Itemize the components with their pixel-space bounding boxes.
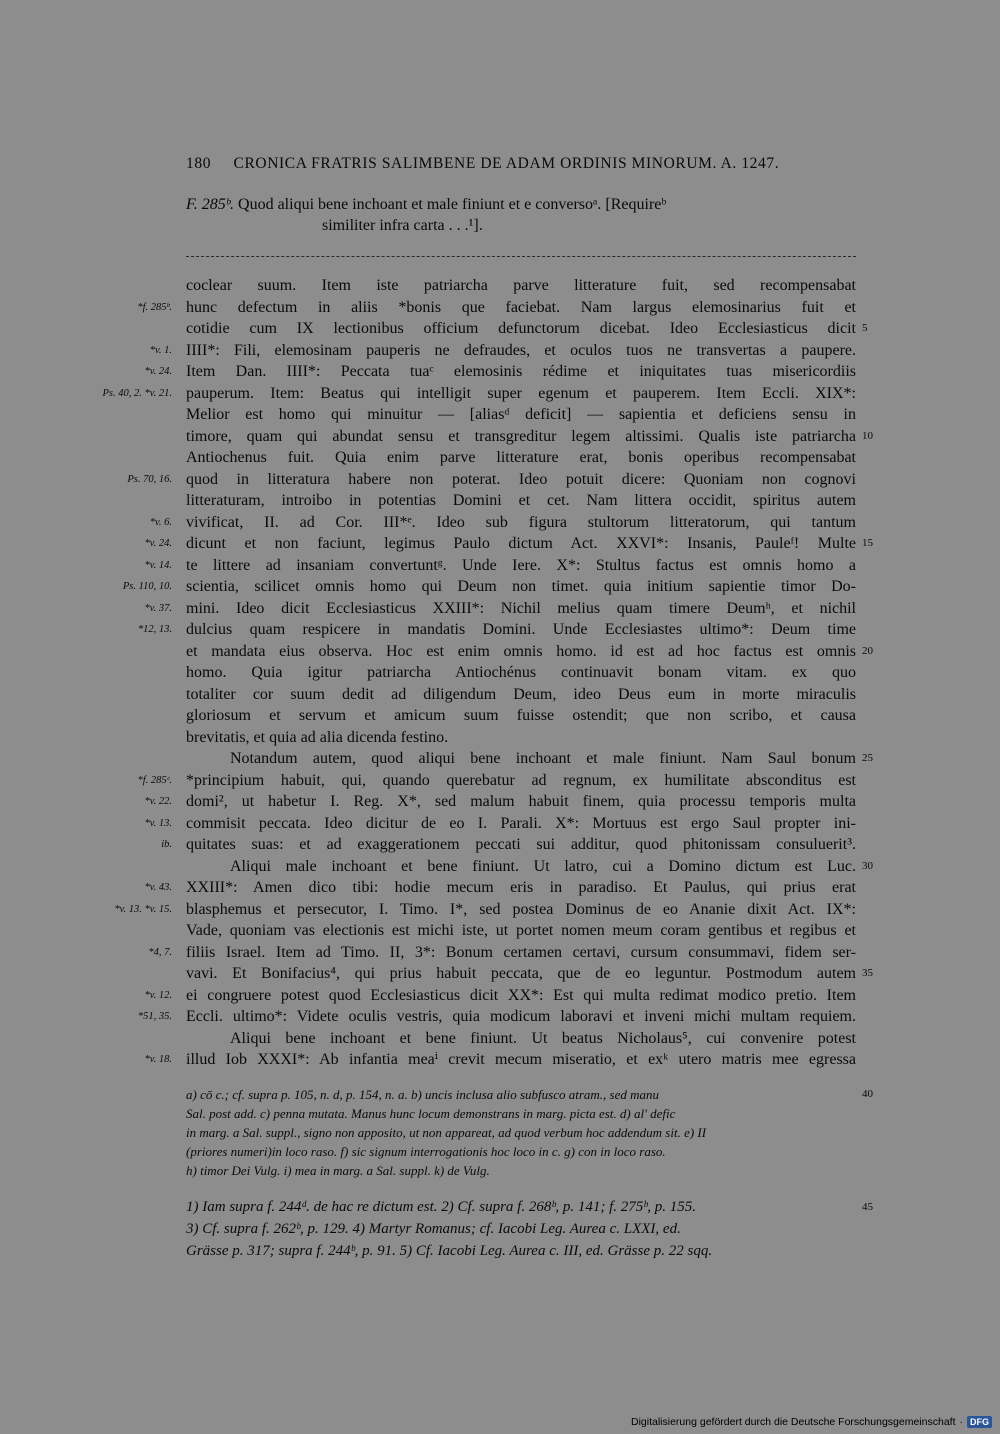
line-text: et mandata eius observa. Hoc est enim omnis homo. id est ad hoc factus est omnis: [186, 642, 856, 660]
marginal-reference: *v. 24.: [144, 538, 172, 549]
line-text: XXIII*: Amen dico tibi: hodie mecum eris in paradiso. Et Paulus, qui prius erat: [186, 879, 856, 896]
marginal-reference: *v. 12.: [144, 989, 172, 1001]
line-text: IIII*: Fili, elemosinam pauperis ne defraudes, et oculos tuos ne transvertas a paupere.: [186, 341, 856, 359]
body-line: [186, 490, 856, 512]
apparatus-line: [186, 1085, 873, 1104]
marginal-reference: *v. 37.: [144, 602, 172, 614]
line-number: 35: [862, 967, 873, 979]
body-line: [137, 619, 856, 641]
separator-rule: [186, 256, 856, 257]
marginal-reference: *v. 24.: [144, 366, 172, 377]
line-text: commisit peccata. Ideo dicitur de eo I. Parali. X*: Mortuus est ergo Saul propter ini-: [186, 814, 856, 832]
body-line: [186, 727, 856, 749]
line-number: 45: [862, 1201, 873, 1213]
body-line: [144, 598, 856, 620]
line-text: brevitatis, et quia ad alia dicenda festino.: [186, 728, 449, 746]
line-text: vivificat, II. ad Cor. III*ᵉ. Ideo sub figura stultorum litteratorum, qui tantum: [186, 513, 856, 531]
footnote-text: 1) Iam supra f. 244ᵈ. de hac re dictum est. 2) Cf. supra f. 268ᵇ, p. 141; f. 275ᵇ, p. 155.: [186, 1199, 697, 1215]
line-text: litteraturam, introibo in potentias Domini et cet. Nam littera occidit, spiritus autem: [186, 492, 856, 509]
body-line: [144, 985, 856, 1007]
line-text: domi², ut habetur I. Reg. X*, sed malum habuit finem, quia processu temporis multa: [186, 793, 856, 810]
marginal-reference: *v. 1.: [149, 344, 172, 356]
body-line: [144, 813, 856, 835]
body-line: [186, 920, 856, 942]
line-number: 15: [862, 537, 873, 549]
line-text: Melior est homo qui minuitur — [aliasᵈ deficit] — sapientia et deficiens sensu in: [186, 406, 856, 423]
footnote-line: [186, 1196, 873, 1218]
body-line: [186, 662, 856, 684]
line-text: Vade, quoniam vas electionis est michi iste, ut portet nomen meum coram gentibus et regibus et: [186, 922, 856, 939]
line-text: ei congruere potest quod Ecclesiasticus dicit XX*: Est qui multa redimat modico pretio. Item: [186, 986, 856, 1004]
body-line: [148, 942, 856, 964]
line-text: te littere ad insaniam convertuntᵍ. Unde Iere. X*: Stultus factus est omnis homo a: [186, 556, 856, 574]
folio-label: F. 285ᵇ.: [186, 196, 235, 213]
body-line: [137, 770, 856, 792]
body-line: [186, 856, 873, 878]
body-line: [186, 318, 868, 340]
line-text: dicunt et non faciunt, legimus Paulo dictum Act. XXVI*: Insanis, Pauleᶠ! Multe: [186, 535, 856, 552]
line-text: illud Iob XXXI*: Ab infantia meaⁱ crevit mecum miseratio, et exᵏ utero matris mee egressa: [186, 1051, 856, 1068]
line-number: 20: [862, 644, 873, 657]
footnote-line: [186, 1240, 856, 1262]
line-text: pauperum. Item: Beatus qui intelligit super egenum et pauperem. Item Eccli. XIX*:: [186, 384, 856, 402]
apparatus-line: [186, 1104, 856, 1123]
line-text: timore, quam qui abundat sensu et transgreditur legem altissimi. Qualis iste patriarcha: [186, 427, 856, 445]
marginal-reference: *v. 22.: [144, 796, 172, 807]
footnote-line: [186, 1218, 856, 1240]
body-line: [186, 684, 856, 706]
footnote-text: 3) Cf. supra f. 262ᵇ, p. 129. 4) Martyr Romanus; cf. Iacobi Leg. Aurea c. LXXI, ed.: [186, 1221, 681, 1237]
marginal-reference: *v. 43.: [144, 882, 172, 893]
body-line: [102, 383, 856, 405]
line-text: vavi. Et Bonifacius⁴, qui prius habuit peccata, que de eo leguntur. Postmodum autem: [186, 965, 856, 982]
line-number: 10: [862, 429, 873, 442]
marginal-reference: *51, 35.: [137, 1011, 172, 1022]
credit-text: Digitalisierung gefördert durch die Deutsche Forschungsgemeinschaft: [630, 1416, 956, 1428]
line-text: homo. Quia igitur patriarcha Antiochénus continuavit bonam vitam. ex quo: [186, 664, 856, 681]
body-line: [186, 447, 856, 469]
marginal-reference: Ps. 40, 2. *v. 21.: [102, 387, 172, 399]
line-text: hunc defectum in aliis *bonis que faciebat. Nam largus elemosinarius fuit et: [186, 298, 856, 316]
section-heading: [186, 194, 856, 236]
running-title: CRONICA FRATRIS SALIMBENE DE ADAM ORDINIS MINORUM. A. 1247.: [233, 155, 780, 172]
body-line: [161, 834, 856, 856]
footnote-text: Grässe p. 317; supra f. 244ᵇ, p. 91. 5) Cf. Iacobi Leg. Aurea c. III, ed. Grässe p. 22 sqq.: [186, 1243, 713, 1259]
body-line: [122, 576, 856, 598]
apparatus-text: Sal. post add. c) penna mutata. Manus hunc locum demonstrans in marg. picta est. d) al' defic: [186, 1106, 676, 1121]
apparatus-line: [186, 1161, 856, 1180]
body-line: [186, 705, 856, 727]
marginal-reference: *12, 13.: [137, 624, 172, 635]
line-text: Antiochenus fuit. Quia enim parve litterature erat, bonis operibus recompensabat: [186, 449, 856, 466]
body-line: [186, 275, 856, 297]
line-text: filiis Israel. Item ad Timo. II, 3*: Bonum certamen certavi, cursum consummavi, fidem ser-: [186, 943, 856, 961]
dfg-logo-icon: DFG: [967, 1416, 992, 1428]
apparatus-text: a) cō c.; cf. supra p. 105, n. d, p. 154, n. a. b) uncis inclusa alio subfusco atram., sed manu: [186, 1087, 660, 1102]
line-text: coclear suum. Item iste patriarcha parve litterature fuit, sed recompensabat: [186, 277, 856, 294]
apparatus-text: h) timor Dei Vulg. i) mea in marg. a Sal. suppl. k) de Vulg.: [186, 1163, 490, 1178]
body-line: [114, 899, 856, 921]
line-text: blasphemus et persecutor, I. Timo. I*, sed postea Dominus de eo Ananie dixit Act. IX*:: [186, 900, 856, 918]
line-number: 5: [862, 322, 868, 334]
line-number: 40: [862, 1088, 873, 1100]
apparatus-line: [186, 1123, 856, 1142]
body-line: [144, 1049, 856, 1071]
marginal-reference: *v. 14.: [144, 559, 172, 571]
marginal-reference: *v. 13. *v. 15.: [114, 903, 172, 915]
line-text: Eccli. ultimo*: Videte oculis vestris, quia modicum laboravi et inveni michi multam requiem.: [186, 1008, 856, 1025]
body-line: [186, 1028, 856, 1050]
apparatus-text: (priores numeri)in loco raso. f) sic signum interrogationis hoc loco in c. g) con in loco raso.: [186, 1144, 666, 1159]
marginal-reference: *v. 6.: [149, 516, 172, 528]
critical-apparatus: [186, 1085, 873, 1180]
apparatus-line: [186, 1142, 856, 1161]
line-text: Item Dan. IIII*: Peccata tuaᶜ elemosinis rédime et iniquitates tuas misericordiis: [186, 363, 856, 380]
marginal-reference: Ps. 110, 10.: [122, 581, 172, 592]
marginal-reference: *f. 285ᵇ.: [137, 301, 172, 313]
line-text: dulcius quam respicere in mandatis Domini. Unde Ecclesiastes ultimo*: Deum time: [186, 621, 856, 638]
body-line: [186, 426, 873, 448]
body-line: [149, 512, 856, 534]
marginal-reference: *f. 285ᶜ.: [137, 774, 172, 786]
line-text: mini. Ideo dicit Ecclesiasticus XXIII*: Nichil melius quam timere Deumʰ, et nichil: [186, 599, 856, 617]
body-line: [186, 404, 856, 426]
line-text: totaliter cor suum dedit ad diligendum Deum, ideo Deus eum in morte miraculis: [186, 685, 856, 703]
body-line: [127, 469, 856, 491]
line-number: 25: [862, 752, 873, 764]
body-line: [186, 963, 873, 985]
marginal-reference: *v. 18.: [144, 1054, 172, 1065]
line-text: *principium habuit, qui, quando querebatur ad regnum, ex humilitate absconditus est: [186, 771, 856, 789]
line-text: quitates suas: et ad exaggerationem peccati sui additur, quod phitonissam consuluerit³.: [186, 836, 856, 853]
body-text: [102, 275, 873, 1071]
line-text: Aliqui male inchoant et bene finiunt. Ut latro, cui a Domino dictum est Luc.: [230, 857, 856, 875]
line-number: 30: [862, 859, 873, 872]
marginal-reference: *v. 13.: [144, 817, 172, 829]
heading-line-2: similiter infra carta . . .¹].: [322, 217, 483, 234]
page-number: 180: [186, 155, 212, 172]
line-text: quod in litteratura habere non poterat. Ideo potuit dicere: Quoniam non cognovi: [186, 470, 856, 488]
line-text: gloriosum et servum et amicum suum fuisse ostendit; que non scribo, et causa: [186, 707, 856, 724]
body-line: [144, 791, 856, 813]
apparatus-text: in marg. a Sal. suppl., signo non apposito, ut non appareat, ad quod verbum hoc addendum sit. e) II: [186, 1125, 707, 1140]
body-line: [144, 361, 856, 383]
body-line: [137, 297, 856, 319]
line-text: Notandum autem, quod aliqui bene inchoant et male finiunt. Nam Saul bonum: [230, 750, 856, 767]
body-line: [144, 533, 873, 555]
heading-line-1: Quod aliqui bene inchoant et male finiunt et e conversoᵃ. [Requireᵇ: [238, 196, 667, 213]
marginal-reference: Ps. 70, 16.: [127, 473, 172, 485]
marginal-reference: *4, 7.: [148, 946, 172, 958]
line-text: cotidie cum IX lectionibus officium defunctorum dicebat. Ideo Ecclesiasticus dicit: [186, 320, 856, 337]
running-head: [186, 155, 856, 173]
body-line: [186, 748, 873, 770]
body-line: [144, 555, 856, 577]
marginal-reference: ib.: [161, 839, 172, 850]
body-line: [149, 340, 856, 362]
body-line: [137, 1006, 856, 1028]
line-text: scientia, scilicet omnis homo qui Deum non timet. quia initium sapientie timor Do-: [186, 578, 856, 595]
body-line: [144, 877, 856, 899]
line-text: Aliqui bene inchoant et bene finiunt. Ut beatus Nicholaus⁵, cui convenire potest: [230, 1029, 856, 1047]
footnotes: [186, 1196, 873, 1262]
digitization-credit: Digitalisierung gefördert durch die Deutsche Forschungsgemeinschaft · DFG: [631, 1416, 992, 1428]
body-line: [186, 641, 873, 663]
